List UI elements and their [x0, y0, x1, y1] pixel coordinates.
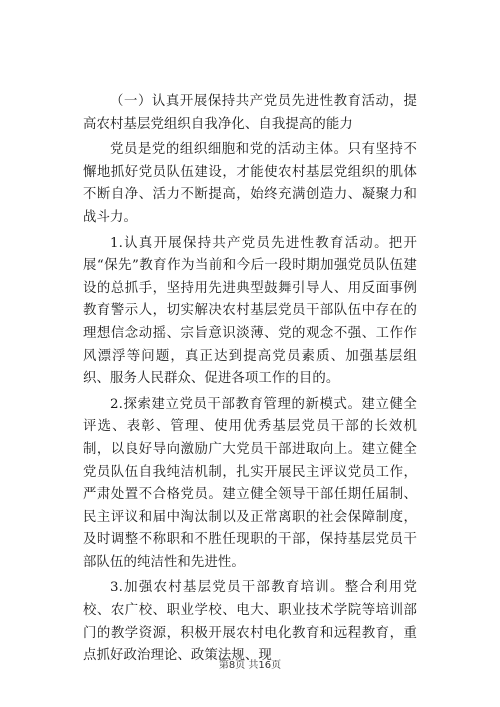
document-body [83, 91, 417, 668]
body-paragraph: 2.探索建立党员干部教育管理的新模式。建立健全评选、表彰、管理、使用优秀基层党员干部的长效机制，以良好导向激励广大党员干部进取向上。建立健全党员队伍自我纯洁机制，扎实开展民主评议党员工作，严肃处置不合格党员。建立健全领导干部任期任届制、民主评议和届中淘汰制以及正常离职的社会保障制度，及时调整不称职和不胜任现职的干部，保持基层党员干部队伍的纯洁性和先进性。 [83, 396, 417, 570]
section-heading: （一）认真开展保持共产党员先进性教育活动，提高农村基层党组织自我净化、自我提高的能力 [83, 94, 417, 132]
page-number-footer: 第8页 共16页 [218, 660, 282, 671]
body-paragraph: 党员是党的组织细胞和党的活动主体。只有坚持不懈地抓好党员队伍建设，才能使农村基层党组织的肌体不断自净、活力不断提高，始终充满创造力、凝聚力和战斗力。 [83, 142, 417, 225]
body-paragraph: 3.加强农村基层党员干部教育培训。整合利用党校、农广校、职业学校、电大、职业技术学院等培训部门的教学资源，积极开展农村电化教育和远程教育，重点抓好政治理论、政策法规、现 [83, 580, 417, 664]
body-paragraph: 1.认真开展保持共产党员先进性教育活动。把开展“保先”教育作为当前和今后一段时期加强党员队伍建设的总抓手，坚持用先进典型鼓舞引导人、用反面事例教育警示人，切实解决农村基层党员干部队伍中存在的理想信念动摇、宗旨意识淡薄、党的观念不强、工作作风漂浮等问题，真正达到提高党员素质、加强基层组织、服务人民群众、促进各项工作的目的。 [83, 235, 417, 387]
